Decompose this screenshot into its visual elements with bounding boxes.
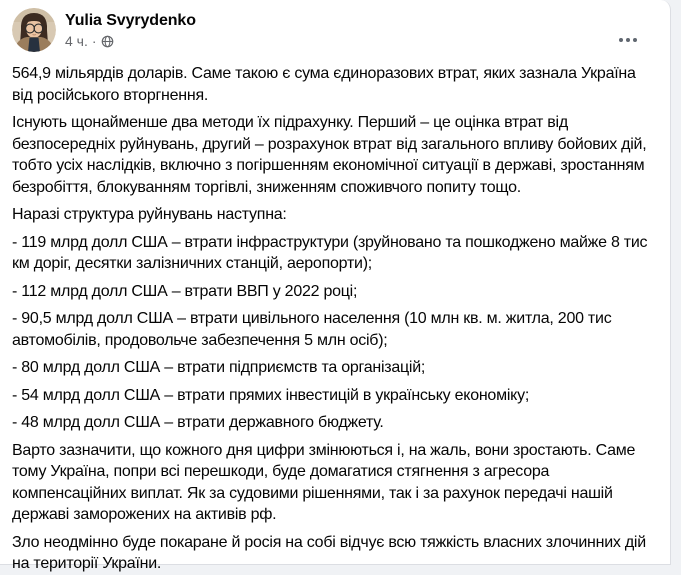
- post-paragraph: - 112 млрд долл США – втрати ВВП у 2022 році;: [12, 282, 358, 300]
- post-paragraph: 564,9 мільярдів доларів. Саме такою є сума єдиноразових втрат, яких зазнала Україна від російського вторгнення.: [12, 65, 640, 104]
- avatar[interactable]: [12, 8, 56, 52]
- post-paragraph: - 80 млрд долл США – втрати підприємств та організацій;: [12, 359, 426, 376]
- post-header: [12, 8, 654, 52]
- ellipsis-icon: [619, 38, 623, 42]
- post-paragraph: - 90,5 млрд долл США – втрати цивільного населення (10 млн кв. м. житла, 200 тис автомобілів, продовольче забезпечення 5 млн осіб);: [12, 310, 616, 349]
- post-paragraph: Існують щонайменше два методи їх підрахунку. Перший – це оцінка втрат від безпосередніх руйнувань, другий – розрахунок втрат від загального впливу бойових дій, тобто усіх наслідків, включно з погіршенням економічної ситуації в державі, зростанням безробіття, блокуванням торгівлі, зниженням споживчого попиту тощо.: [12, 114, 651, 196]
- more-options-button[interactable]: [610, 22, 646, 58]
- globe-icon: [101, 35, 114, 48]
- post-body: [12, 63, 655, 575]
- post-paragraph: Варто зазначити, що кожного дня цифри змінюються і, на жаль, вони зростають. Саме тому Україна, попри всі перешкоди, буде домагатися стягнення з агресора компенсаційних виплат. Як за судовими рішеннями, так і за рахунок передачі нашій державі заморожених на активів рф.: [12, 441, 640, 523]
- timestamp[interactable]: 4 ч.: [65, 33, 88, 49]
- post-paragraph: - 119 млрд долл США – втрати інфраструктури (зруйновано та пошкоджено майже 8 тис км доріг, десятки залізничних станцій, аеропорти);: [12, 233, 652, 272]
- post-paragraph: Наразі структура руйнувань наступна:: [12, 206, 287, 223]
- post-meta: [65, 33, 196, 49]
- post-paragraph: Зло неодмінно буде покаране й росія на собі відчує всю тяжкість власних злочинних дій на території України.: [12, 533, 651, 572]
- avatar-photo: [12, 8, 56, 52]
- header-text: [65, 8, 196, 49]
- post-paragraph: - 54 млрд долл США – втрати прямих інвестицій в українську економіку;: [12, 386, 530, 404]
- author-name[interactable]: Yulia Svyrydenko: [65, 12, 196, 29]
- post-paragraph: - 48 млрд долл США – втрати державного бюджету.: [12, 414, 384, 431]
- meta-separator: ·: [91, 33, 97, 49]
